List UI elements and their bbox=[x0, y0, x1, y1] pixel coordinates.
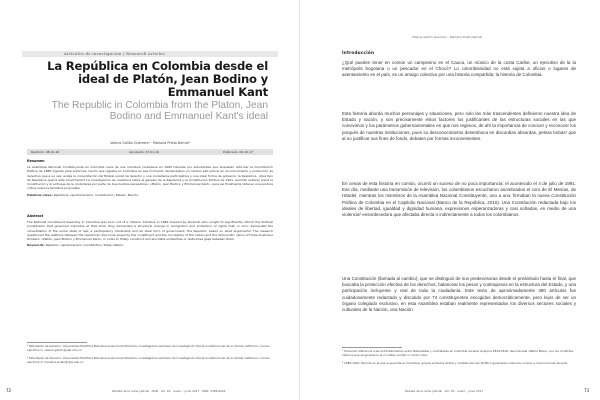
keywords-en: Republic, republicanism, Constitution, State, Nation. bbox=[45, 243, 125, 248]
introduction-heading: Introducción bbox=[342, 50, 375, 55]
footnote-rule-left bbox=[27, 342, 87, 343]
paragraph-3: En cenas de esta historia en común, ocurrió un suceso de no poca importancia: el acontecido el 4 de julio de 1991. Ese día, mediante una transmisión de televisión, los colombianos escucharon asombrados el coro de El Mesías, de Händel, mientras los miembros de la Asamblea Nacional Constituyente, uno a uno, firmaban la nueva Constitución Política de Colombia en el Capitolio Nacional (Banco de la República, 2016). Una Constitución redactada bajo los ideales de libertad, igualdad y dignidad humana, expresiones esperanzadoras y casi soñadas, en medio de una violencia² ensordecedora que afectaba directa o indirectamente a todos los colombianos. bbox=[342, 181, 576, 218]
keywords-label-en: Keywords: bbox=[27, 243, 45, 248]
page-number-left: 72 bbox=[6, 388, 12, 393]
abstract-english bbox=[27, 214, 273, 248]
page-number-right: 73 bbox=[584, 388, 590, 393]
paragraph-2: Esta historia aborda muchos personajes y situaciones, pero solo las más trascendentes definieron nuestra idea de Estado y nación, y son precisamente estos factores los justificantes de las estructuras sociales en las que convivimos y los parámetros gubernamentales en que nos regimos, de ahí la importancia de conocer y reconocer los porqués de nuestras instituciones, pues su desconocimiento desemboca en discordias absurdas, peleas bobas¹ que al no justificar sus fines de fondo, debaten por formas inconvenientes. bbox=[342, 111, 576, 141]
paragraph-1: ¿Qué pueden tener en común un campesino en el Cauca, un músico de la costa Caribe, un ejecutivo de la la metrópolis bogotana o un pescador en el Chocó? Lo colombianidad no está sujeta a oficios o lugares de asentamiento en el país, es un arraigo colectivo por una historia compartida: la historia de Colombia. bbox=[342, 60, 576, 78]
footer-right: Revista de la rama judicial · Vol. XX · enero – junio 2017 bbox=[405, 389, 484, 393]
abstract-spanish bbox=[27, 159, 273, 197]
article-title-spanish: La República en Colombia desde el ideal de Platón, Jean Bodino y Emmanuel Kant bbox=[47, 59, 268, 99]
abstract-text: La Asamblea Nacional Constituyente en Colombia nace de una iniciativa ciudadana en 1989 liderada por estudiantes que buscaban reformar la Constitución Política de 1886 vigente para entonces, hecho que reglaba en Colombia en ese momento demandaban un cambio estructural en reconocimiento y protección de derechos que a su vez, exigía la consolidación del Estado social de derecho y una ciudadanía participativa y una ideal forma de gobierno: la República. ¿Qué tipo de República quería este movimiento? La investigación se cuestiona sobre la génesis de la República y la Constitución Política de 1991, permite analizar sobre la Constitución y el enfoque de la ciudadanía por parte de tres ilustres pensadores: «Platón, Jean Bodino y Emmanuel Kant», para así finalmente obtener una postura crítica sobre la temática propuesta. bbox=[27, 165, 273, 191]
footer-left: Revista de la rama judicial · ISSN · Vol. XX · enero – junio 2017 · ISSN: 2389-6044 bbox=[112, 389, 226, 393]
footnote-2: ² Estudiante de Derecho, Universidad Pontificia Bolivariana seccional Montería. Investigadora semillero de Investigación Teoría Constitucional de la misma institución. Correo electrónico: mariana.prieto@upb.edu.co bbox=[27, 356, 270, 364]
running-head-right: Valeria Gallón Guerrero · Mariana Prieto Bernal bbox=[412, 35, 483, 39]
section-label: Artículos de investigación | Research articles bbox=[64, 51, 165, 56]
keywords-line-en bbox=[27, 243, 273, 247]
abstract-en-text: The National Constituent Assembly in Colombia was born out of a citizens' initiative in 1989 inspired by students who sought to significantly reform the Political Constitution that governed Colombia at that time; they demanded a structural change in recognition and protection of rights that, in turn, demanded the consolidation of the social state of law, a participatory citizenship and an ideal form of government: the Republic, based on what arguments? The research questioned the relations between the republican discourse posed by the constituent and the conception of the nation and the democratic vision of three illustrious thinkers: «Platón, Jean Bodino y Emmanuel Kant», in order to finally construct and elucidate similarities or distinctive gaps between them. bbox=[27, 220, 273, 242]
footnote-rule-right bbox=[342, 347, 402, 348]
abstract-en-heading: Abstract bbox=[27, 214, 44, 218]
footnote-1: ¹ Estudiante de Derecho, Universidad Pontificia Bolivariana seccional Montería. Investigadora semillero de Investigación Teoría Constitucional de la misma institución. Correo electrónico: valeria.gallon@upb.edu.co bbox=[27, 344, 270, 352]
keywords-line-es bbox=[27, 193, 273, 197]
paragraph-4: Una Constitución (llamada al cambio), que se distinguió de sus predecesoras desde el preámbulo hasta el final, que buscaba la protección efectiva de los derechos, balancear los pesos y contrapesos en la estructura del Estado, y una participación incluyente y real de toda la ciudadanía. Este texto de aproximadamente 380 artículos fue cuidadosamente redactado y discutido por 74 constituyentes escogidos democráticamente, pero lejos de ser un órgano colegiado exclusivo, en esta Asamblea estaban realmente representados los diversos sectores sociales y culturales de la Nación, una Nación bbox=[342, 276, 576, 313]
approved-date: Aprobado: 07-01-16 bbox=[129, 150, 160, 154]
dates-bar bbox=[27, 149, 273, 155]
article-title-english: The Republic in Colombia from the Platon, Jean Bodino and Emmanuel Kant's ideal bbox=[51, 100, 268, 123]
published-date: Publicado: 08-10-17 bbox=[223, 150, 254, 154]
received-date: Recibido: 08-10-16 bbox=[31, 150, 60, 154]
section-label-bar bbox=[22, 51, 278, 57]
footnote-right-2: ² 1989-1991, Periodo en el que la guerrilla en Colombia, grupos armados ilícitos y carteles del narcotráfico generaban violencia, incluso a nivel nacional del país. bbox=[342, 361, 568, 365]
abstract-heading: Resumen bbox=[27, 159, 45, 163]
keywords-es: República, republicanismo, Constitución, Estado, Nación. bbox=[53, 192, 140, 197]
authors-line: Valeria Gallón Guerrero¹ · Mariana Prieto Bernal² bbox=[110, 141, 190, 145]
footnote-right-1: ¹ Haciendo referencia a las enfrentamientos entre federalistas y centralistas en Colombia durante la época 1810-1816, denominada «Patria Boba», por los conflictos internos que se generaron al no haber unidad ni rumbo claro. bbox=[342, 349, 574, 357]
keywords-label-es: Palabras clave: bbox=[27, 192, 53, 197]
